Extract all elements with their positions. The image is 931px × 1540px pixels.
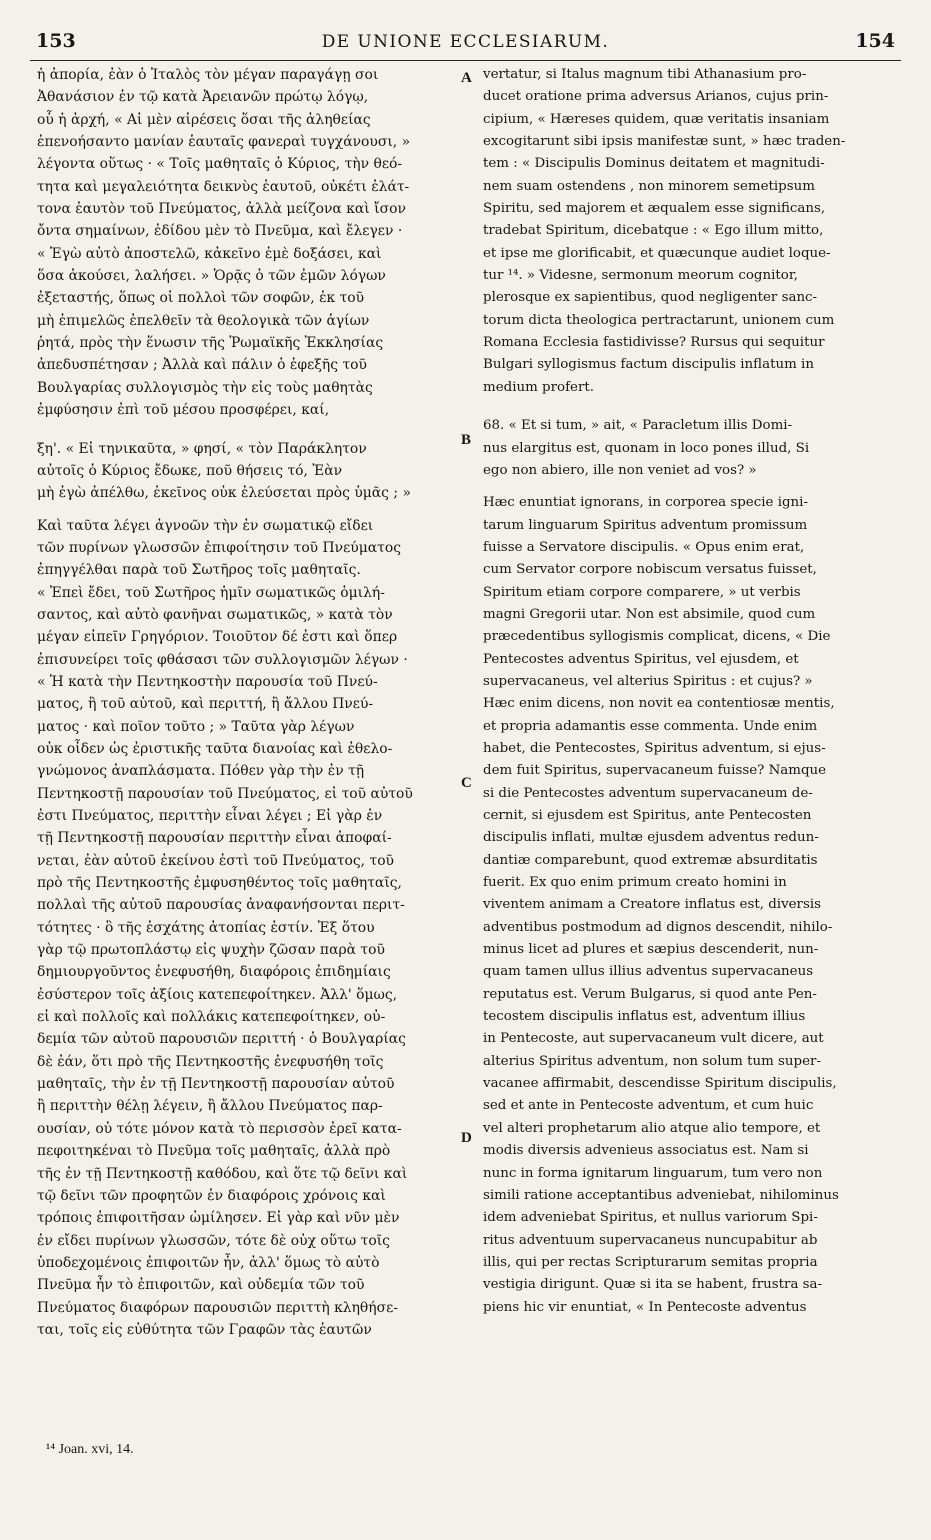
greek-text-line: « Ἐγὼ αὐτὸ ἀποστελῶ, κἀκεῖνο ἐμὲ δοξάσει, καὶ xyxy=(37,245,382,262)
latin-paragraph xyxy=(483,64,898,399)
latin-text-line: nunc in forma ignitarum linguarum, tum vero non xyxy=(483,1165,823,1181)
greek-text-line: Καὶ ταῦτα λέγει ἀγνοῶν τὴν ἐν σωματικῷ εἴδει xyxy=(37,517,374,534)
greek-text-line: νεται, ἐὰν αὐτοῦ ἐκείνου ἐστὶ τοῦ Πνεύματος, τοῦ xyxy=(37,852,394,869)
latin-text-line: minus licet ad plures et sæpius descenderit, nun- xyxy=(483,942,819,958)
greek-paragraph-gap xyxy=(37,505,455,515)
latin-text-line: tarum linguarum Spiritus adventum promissum xyxy=(483,517,808,533)
greek-text-line: οὐκ οἶδεν ὡς ἐριστικῆς ταῦτα διανοίας καὶ ἐθελο- xyxy=(37,740,393,757)
latin-text-line: Spiritu, sed majorem et æqualem esse significans, xyxy=(483,201,826,217)
latin-text-line: fuerit. Ex quo enim primum creato homini in xyxy=(483,875,787,891)
latin-text-line: ego non abiero, ille non veniet ad vos? » xyxy=(483,462,757,478)
latin-text-line: nem suam ostendens , non minorem semetipsum xyxy=(483,178,815,194)
latin-text-line: vestigia dirigunt. Quæ si ita se habent, frustra sa- xyxy=(483,1277,823,1293)
latin-text-line: 68. « Et si tum, » ait, « Paracletum illis Domi- xyxy=(483,418,793,434)
greek-paragraph xyxy=(37,438,455,505)
greek-text-line: Πεντηκοστῇ παρουσίαν τοῦ Πνεύματος, εἰ τοῦ αὐτοῦ xyxy=(37,785,413,802)
greek-text-line: ἐστι Πνεύματος, περιττὴν εἶναι λέγει ; Εἰ γὰρ ἐν xyxy=(37,808,383,824)
latin-text-line: dantiæ comparebunt, quod extremæ absurditatis xyxy=(483,852,818,868)
greek-text-line: μὴ ἐγὼ ἀπέλθω, ἐκεῖνος οὐκ ἐλεύσεται πρὸς ὑμᾶς ; » xyxy=(37,485,411,502)
greek-text-line: μέγαν εἰπεῖν Γρηγόριον. Τοιοῦτον δέ ἐστι καὶ ὅπερ xyxy=(37,629,398,646)
greek-column xyxy=(37,64,455,1341)
latin-text-line: cipium, « Hæreses quidem, quæ veritatis insaniam xyxy=(483,111,830,127)
greek-text-line: τῷ δεῖνι τῶν προφητῶν ἐν διαφόροις χρόνοις καὶ xyxy=(37,1187,386,1204)
greek-text-line: γνώμονος ἀναπλάσματα. Πόθεν γὰρ τὴν ἐν τῇ xyxy=(37,763,365,780)
greek-text-line: μαθηταῖς, τὴν ἐν τῇ Πεντηκοστῇ παρουσίαν αὐτοῦ xyxy=(37,1076,395,1093)
greek-text-line: ἐξεταστής, ὅπως οἱ πολλοὶ τῶν σοφῶν, ἐκ τοῦ xyxy=(37,290,365,307)
latin-text-line: piens hic vir enuntiat, « In Pentecoste adventus xyxy=(483,1299,807,1315)
latin-text-line: medium profert. xyxy=(483,379,595,395)
latin-text-line: simili ratione acceptantibus adveniebat, nihilominus xyxy=(483,1187,839,1203)
greek-text-line: ῥητά, πρὸς τὴν ἕνωσιν τῆς Ῥωμαϊκῆς Ἐκκλησίας xyxy=(37,335,384,352)
greek-text-line: τότητες · ὃ τῆς ἐσχάτης ἀτοπίας ἐστίν. Ἐξ ὅτου xyxy=(37,919,375,936)
greek-text-line: ἀπεδυσπέτησαν ; Ἀλλὰ καὶ πάλιν ὁ ἐφεξῆς τοῦ xyxy=(37,357,367,374)
latin-text-line: discipulis inflati, multæ ejusdem adventus redun- xyxy=(483,830,819,846)
greek-text-line: ἐν εἴδει πυρίνων γλωσσῶν, τότε δὲ οὐχ οὕτω τοῖς xyxy=(37,1232,390,1249)
greek-text-line: αὐτοῖς ὁ Κύριος ἔδωκε, ποῦ θήσεις τό, Ἐὰν xyxy=(37,462,343,479)
latin-text-line: præcedentibus syllogismis complicat, dicens, « Die xyxy=(483,629,831,645)
latin-text-line: vertatur, si Italus magnum tibi Athanasium pro- xyxy=(483,67,807,82)
latin-text-line: tradebat Spiritum, dicebatque : « Ego illum mitto, xyxy=(483,223,824,239)
greek-text-line: εἰ καὶ πολλοῖς καὶ πολλάκις κατεπεφοίτηκεν, οὐ- xyxy=(37,1009,386,1026)
greek-text-line: τῆς ἐν τῇ Πεντηκοστῇ καθόδου, καὶ ὅτε τῷ δεῖνι καὶ xyxy=(37,1165,408,1182)
latin-text-line: cum Servator corpore nobiscum versatus fuisset, xyxy=(483,562,817,578)
greek-text-line: Πνεύματος διαφόρων παρουσιῶν περιττὴ κληθήσε- xyxy=(37,1299,398,1316)
latin-text-line: tur ¹⁴. » Videsne, sermonum meorum cognitor, xyxy=(483,268,798,284)
greek-text-line: ἐσύστερον τοῖς ἀξίοις κατεπεφοίτηκεν. Ἀλλ' ὅμως, xyxy=(37,986,398,1003)
latin-text-line: ducet oratione prima adversus Arianos, cujus prin- xyxy=(483,89,829,105)
greek-text-line: λέγοντα οὕτως · « Τοῖς μαθηταῖς ὁ Κύριος, τὴν θεό- xyxy=(37,156,403,173)
greek-text-line: τονα ἑαυτὸν τοῦ Πνεύματος, ἀλλὰ μείζονα καὶ ἴσον xyxy=(37,201,406,218)
greek-text-line: Πνεῦμα ἦν τὸ ἐπιφοιτῶν, καὶ οὐδεμία τῶν τοῦ xyxy=(37,1277,365,1294)
latin-text-line: Pentecostes adventus Spiritus, vel ejusdem, et xyxy=(483,651,799,667)
page-number-right: 154 xyxy=(855,30,895,52)
margin-marker-d: D xyxy=(461,1130,472,1146)
greek-text-line: ὅσα ἀκούσει, λαλήσει. » Ὁρᾷς ὁ τῶν ἐμῶν λόγων xyxy=(37,268,386,285)
greek-text-line: δημιουργοῦντος ἐνεφυσήθη, διαφόροις ἐπιδημίαις xyxy=(37,964,391,981)
greek-text-line: ὑποδεχομένοις ἐπιφοιτῶν ἦν, ἀλλ' ὅμως τὸ αὐτὸ xyxy=(37,1254,380,1271)
latin-text-line: plerosque ex sapientibus, quod negligenter sanc- xyxy=(483,290,818,306)
latin-paragraph xyxy=(483,415,898,482)
latin-paragraph-gap xyxy=(483,482,898,492)
greek-text-line: πρὸ τῆς Πεντηκοστῆς ἐμφυσηθέντος τοῖς μαθηταῖς, xyxy=(37,875,402,892)
latin-text-line: fuisse a Servatore discipulis. « Opus enim erat, xyxy=(483,539,805,555)
greek-text-line: « Ἡ κατὰ τὴν Πεντηκοστὴν παρουσία τοῦ Πνεύ- xyxy=(37,673,378,690)
latin-text-line: Hæc enim dicens, non novit ea contentiosæ mentis, xyxy=(483,696,835,712)
greek-paragraph xyxy=(37,515,455,1342)
latin-text-line: et ipse me glorificabit, et quæcunque audiet loque- xyxy=(483,245,831,261)
greek-text-line: ματος, ἢ τοῦ αὐτοῦ, καὶ περιττή, ἢ ἄλλου Πνεύ- xyxy=(37,696,374,713)
greek-text-line: Ἀθανάσιον ἐν τῷ κατὰ Ἀρειανῶν πρώτῳ λόγῳ, xyxy=(37,89,369,106)
greek-text-line: μὴ ἐπιμελῶς ἐπελθεῖν τὰ θεολογικὰ τῶν ἁγίων xyxy=(37,312,370,329)
greek-text-line: ἐπισυνείρει τοῖς φθάσασι τῶν συλλογισμῶν λέγων · xyxy=(37,651,408,668)
greek-text-line: τῇ Πεντηκοστῇ παρουσίαν περιττὴν εἶναι ἀποφαί- xyxy=(37,830,392,847)
greek-text-line: γὰρ τῷ πρωτοπλάστῳ εἰς ψυχὴν ζῶσαν παρὰ τοῦ xyxy=(37,942,385,959)
greek-text-line: ὄντα σημαίνων, ἐδίδου μὲν τὸ Πνεῦμα, καὶ ἔλεγεν · xyxy=(37,223,403,240)
latin-text-line: tecostem discipulis inflatus est, adventum illius xyxy=(483,1009,806,1025)
greek-paragraph xyxy=(37,64,455,422)
greek-text-line: σαντος, καὶ αὐτὸ φανῆναι σωματικῶς, » κατὰ τὸν xyxy=(37,606,393,623)
latin-text-line: magni Gregorii utar. Non est absimile, quod cum xyxy=(483,606,816,622)
latin-text-line: vacanee affirmabit, descendisse Spiritum discipulis, xyxy=(483,1076,837,1092)
greek-text-line: ματος · καὶ ποῖον τοῦτο ; » Ταῦτα γὰρ λέγων xyxy=(37,718,355,735)
greek-text-line: ἐπηγγέλθαι παρὰ τοῦ Σωτῆρος τοῖς μαθηταῖς. xyxy=(37,562,361,579)
latin-text-line: tem : « Discipulis Dominus deitatem et magnitudi- xyxy=(483,156,825,172)
greek-text-line: ἐπενοήσαντο μανίαν ἑαυταῖς φανεραὶ τυγχάνουσι, » xyxy=(37,134,411,151)
latin-text-line: habet, die Pentecostes, Spiritus adventum, si ejus- xyxy=(483,740,826,756)
latin-text-line: dem fuit Spiritus, supervacaneum fuisse? Namque xyxy=(483,763,827,779)
latin-text-line: si die Pentecostes adventum supervacaneum de- xyxy=(483,785,813,801)
latin-text-line: Hæc enuntiat ignorans, in corporea specie igni- xyxy=(483,495,808,511)
greek-text-line: πολλαὶ τῆς αὐτοῦ παρουσίας ἀναφανήσονται περιτ- xyxy=(37,897,405,914)
latin-text-line: vel alteri prophetarum alio atque alio tempore, et xyxy=(483,1120,821,1136)
greek-text-line: « Ἐπεὶ ἔδει, τοῦ Σωτῆρος ἡμῖν σωματικῶς ὁμιλή- xyxy=(37,584,385,601)
latin-text-line: Romana Ecclesia fastidivisse? Rursus qui sequitur xyxy=(483,335,825,351)
greek-text-line: πεφοιτηκέναι τὸ Πνεῦμα τοῖς μαθηταῖς, ἀλλὰ πρὸ xyxy=(37,1143,391,1160)
latin-paragraph xyxy=(483,492,898,1319)
latin-text-line: Bulgari syllogismus factum discipulis inflatum in xyxy=(483,357,814,373)
latin-text-line: viventem animam a Creatore inflatus est, diversis xyxy=(483,897,821,913)
greek-text-line: δεμία τῶν αὐτοῦ παρουσιῶν περιττή · ὁ Βουλγαρίας xyxy=(37,1031,406,1048)
greek-text-line: δὲ ἐάν, ὅτι πρὸ τῆς Πεντηκοστῆς ἐνεφυσήθη τοῖς xyxy=(37,1053,384,1070)
latin-text-line: reputatus est. Verum Bulgarus, si quod ante Pen- xyxy=(483,986,817,1002)
latin-text-line: et propria adamantis esse commenta. Unde enim xyxy=(483,718,818,734)
greek-text-line: ουσίαν, οὐ τότε μόνον κατὰ τὸ περισσὸν ἐρεῖ κατα- xyxy=(37,1120,402,1137)
latin-text-line: nus elargitus est, quonam in loco pones illud, Si xyxy=(483,440,810,456)
latin-text-line: illis, qui per rectas Scripturarum semitas propria xyxy=(483,1254,818,1270)
latin-text-line: idem adveniebat Spiritus, et nullus variorum Spi- xyxy=(483,1210,818,1226)
latin-text-line: adventibus postmodum ad dignos descendit, nihilo- xyxy=(483,919,833,935)
latin-text-line: ritus adventuum supervacaneus nuncupabitur ab xyxy=(483,1232,818,1248)
greek-text-line: οὗ ἡ ἀρχή, « Αἱ μὲν αἱρέσεις ὅσαι τῆς ἀληθείας xyxy=(37,111,371,128)
greek-text-line: ἡ ἀπορία, ἐὰν ὁ Ἰταλὸς τὸν μέγαν παραγάγῃ σοι xyxy=(37,67,379,83)
page-header xyxy=(30,28,901,61)
latin-text-line: modis diversis advenieus associatus est. Nam si xyxy=(483,1143,809,1159)
latin-text-line: supervacaneus, vel alterius Spiritus : et cujus? » xyxy=(483,673,813,689)
latin-text-line: cernit, si ejusdem est Spiritus, ante Pentecosten xyxy=(483,808,812,823)
running-title: DE UNIONE ECCLESIARUM. xyxy=(321,32,610,52)
page-number-left: 153 xyxy=(36,30,76,52)
latin-text-line: sed et ante in Pentecoste adventum, et cum huic xyxy=(483,1098,814,1114)
latin-text-line: excogitarunt sibi ipsis manifestæ sunt, » hæc traden- xyxy=(483,134,846,150)
latin-paragraph-gap xyxy=(483,399,898,415)
greek-text-line: ἢ περιττὴν θέλῃ λέγειν, ἢ ἄλλου Πνεύματος παρ- xyxy=(37,1098,383,1115)
greek-text-line: τητα καὶ μεγαλειότητα δεικνὺς ἑαυτοῦ, οὐκέτι ἐλάτ- xyxy=(37,178,410,195)
margin-marker-b: B xyxy=(461,432,472,448)
latin-text-line: torum dicta theologica pertractarunt, unionem cum xyxy=(483,312,835,328)
margin-marker-a: A xyxy=(461,70,472,86)
greek-text-line: τῶν πυρίνων γλωσσῶν ἐπιφοίτησιν τοῦ Πνεύματος xyxy=(37,539,401,556)
latin-column xyxy=(483,64,898,1319)
greek-text-line: ται, τοῖς εἰς εὐθύτητα τῶν Γραφῶν τὰς ἑαυτῶν xyxy=(37,1321,372,1338)
footnote: ¹⁴ Joan. xvi, 14. xyxy=(46,1442,134,1457)
greek-text-line: τρόποις ἐπιφοιτῆσαν ὡμίλησεν. Εἰ γὰρ καὶ νῦν μὲν xyxy=(37,1210,400,1227)
latin-text-line: quam tamen ullus illius adventus supervacaneus xyxy=(483,964,814,980)
greek-text-line: ἐμφύσησιν ἐπὶ τοῦ μέσου προσφέρει, καί, xyxy=(37,402,330,419)
greek-paragraph-gap xyxy=(37,422,455,438)
greek-text-line: ξη'. « Εἰ τηνικαῦτα, » φησί, « τὸν Παράκλητον xyxy=(37,440,367,457)
latin-text-line: Spiritum etiam corpore comparere, » ut verbis xyxy=(483,584,801,600)
greek-text-line: Βουλγαρίας συλλογισμὸς τὴν εἰς τοὺς μαθητὰς xyxy=(37,379,373,396)
margin-marker-c: C xyxy=(461,775,472,791)
latin-text-line: alterius Spiritus adventum, non solum tum super- xyxy=(483,1053,821,1069)
latin-text-line: in Pentecoste, aut supervacaneum vult dicere, aut xyxy=(483,1031,824,1047)
